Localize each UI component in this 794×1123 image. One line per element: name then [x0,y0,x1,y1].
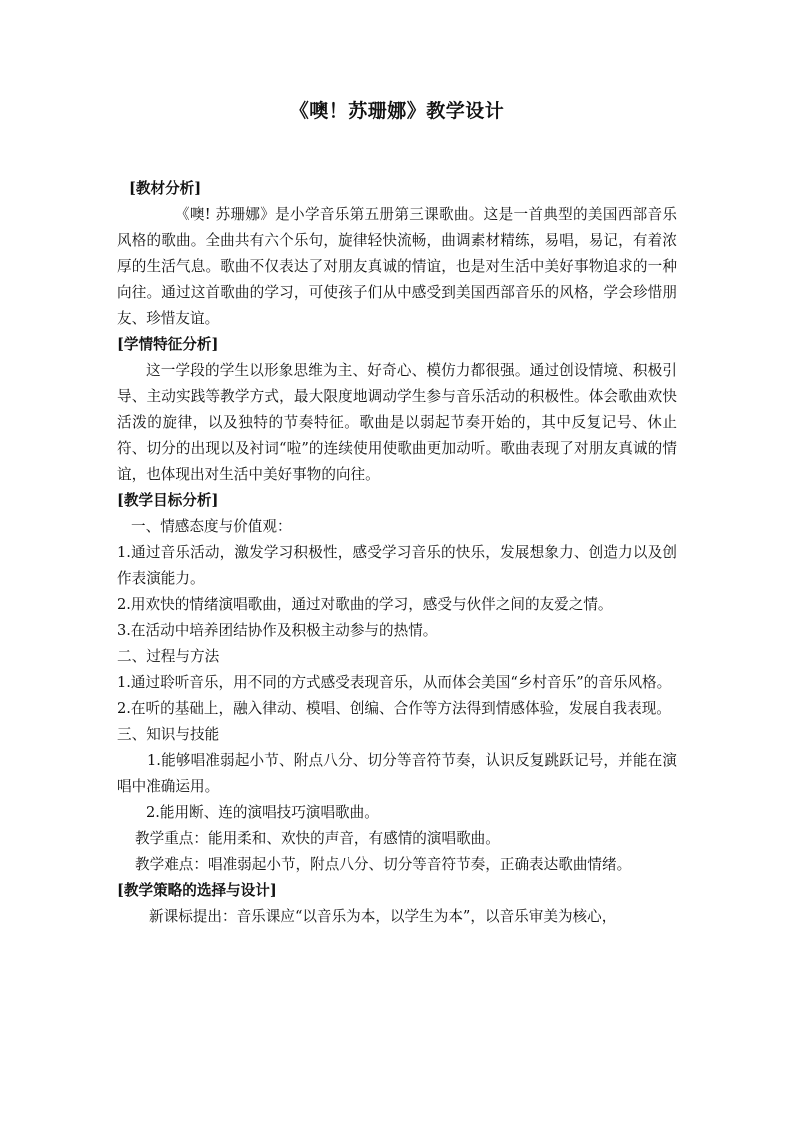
document-body [117,176,677,930]
goals-emotion-item: 3.在活动中培养团结协作及积极主动参与的热情。 [117,622,438,639]
material-paragraph: 《噢! 苏珊娜》是小学音乐第五册第三课歌曲。这是一首典型的美国西部音乐风格的歌曲。全曲共有六个乐句，旋律轻快流畅，曲调素材精练，易唱，易记，有着浓厚的生活气息。歌曲不仅表达了对朋友真诚的情谊，也是对生活中美好事物追求的一种向往。通过这首歌曲的学习，可使孩子们从中感受到美国西部音乐的风格，学会珍惜朋友、珍惜友谊。 [117,206,677,327]
goals-process-title: 二、过程与方法 [117,648,220,665]
goals-emotion-title: 一、情感态度与价值观： [131,518,292,535]
section-heading-learner: [学情特征分析] [117,336,219,353]
goals-skill-item: 2.能用断、连的演唱技巧演唱歌曲。 [146,804,379,821]
goals-skill-item: 1.能够唱准弱起小节、附点八分、切分等音符节奏，认识反复跳跃记号，并能在演唱中准确运用。 [117,752,677,795]
goals-process-item: 1.通过聆听音乐，用不同的方式感受表现音乐，从而体会美国“乡村音乐”的音乐风格。 [117,674,672,691]
section-heading-strategy: [教学策略的选择与设计] [117,882,277,899]
difficult-point: 教学难点：唱准弱起小节，附点八分、切分等音符节奏，正确表达歌曲情绪。 [135,856,632,873]
goals-process-item: 2.在听的基础上，融入律动、模唱、创编、合作等方法得到情感体验，发展自我表现。 [117,700,671,717]
section-heading-goals: [教学目标分析] [117,492,219,509]
section-heading-material: [教材分析] [129,180,202,197]
learner-paragraph: 这一学段的学生以形象思维为主、好奇心、模仿力都很强。通过创设情境、积极引导、主动实践等教学方式，最大限度地调动学生参与音乐活动的积极性。体会歌曲欢快活泼的旋律，以及独特的节奏特征。歌曲是以弱起节奏开始的，其中反复记号、休止符、切分的出现以及衬词“啦”的连续使用使歌曲更加动听。歌曲表现了对朋友真诚的情谊，也体现出对生活中美好事物的向往。 [117,362,677,483]
document-title: 《噢！苏珊娜》教学设计 [289,100,505,122]
strategy-paragraph: 新课标提出：音乐课应“以音乐为本，以学生为本”，以音乐审美为核心， [149,908,617,925]
goals-skill-title: 三、知识与技能 [117,726,220,743]
key-point: 教学重点：能用柔和、欢快的声音，有感情的演唱歌曲。 [135,830,500,847]
goals-emotion-item: 1.通过音乐活动，激发学习积极性，感受学习音乐的快乐，发展想象力、创造力以及创作表演能力。 [117,544,677,587]
goals-emotion-item: 2.用欢快的情绪演唱歌曲，通过对歌曲的学习，感受与伙伴之间的友爱之情。 [117,596,613,613]
